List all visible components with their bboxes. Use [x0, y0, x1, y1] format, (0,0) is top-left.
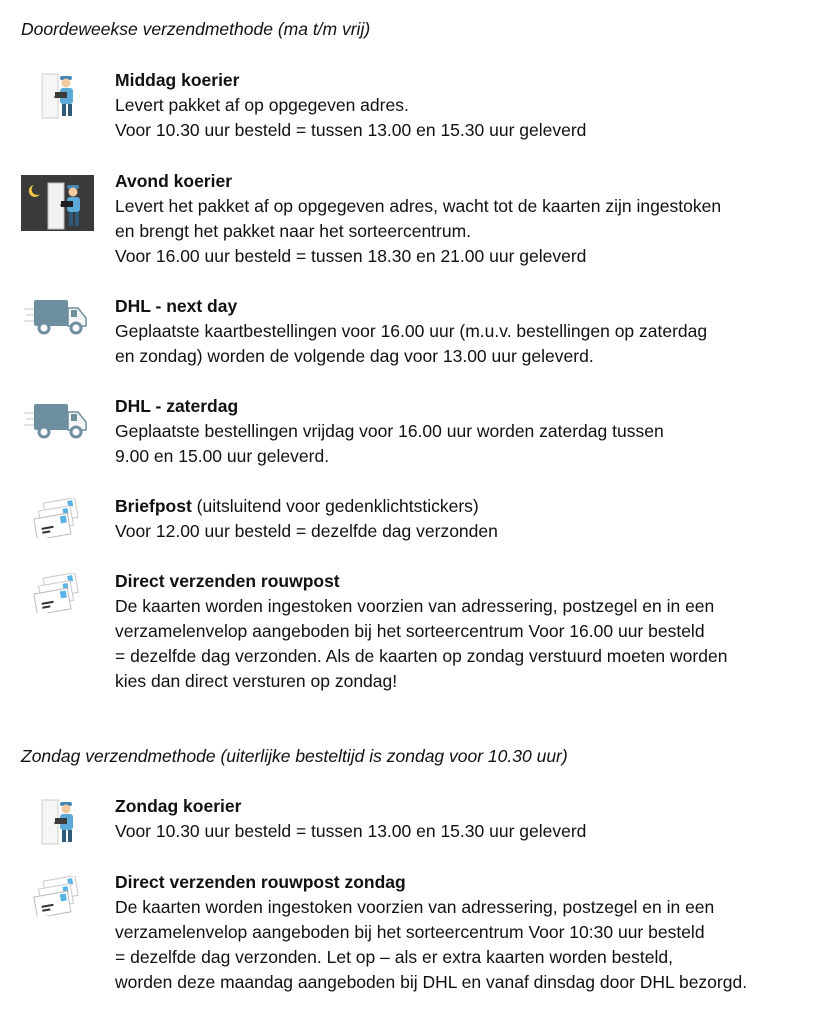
option-line: Levert pakket af op opgegeven adres.	[115, 95, 409, 115]
option-line: Voor 16.00 uur besteld = tussen 18.30 en 21.00 uur geleverd	[115, 246, 587, 266]
option-title-suffix: (uitsluitend voor gedenklichtstickers)	[191, 496, 479, 516]
envelopes-icon	[32, 876, 82, 916]
option-line: verzamelenvelop aangeboden bij het sorteercentrum Voor 10:30 uur besteld	[115, 922, 705, 942]
delivery-truck-icon	[22, 400, 88, 440]
option-title: Direct verzenden rouwpost zondag	[115, 872, 406, 892]
shipping-option-text	[115, 794, 586, 844]
envelopes-icon	[32, 498, 82, 538]
option-title: Avond koerier	[115, 171, 233, 191]
shipping-option-text	[115, 394, 664, 469]
option-line: De kaarten worden ingestoken voorzien van adressering, postzegel en in een	[115, 596, 715, 616]
option-line: Voor 12.00 uur besteld = dezelfde dag verzonden	[115, 521, 498, 541]
option-line: 9.00 en 15.00 uur geleverd.	[115, 446, 330, 466]
option-title: DHL - zaterdag	[115, 396, 239, 416]
shipping-option-text	[115, 569, 727, 694]
option-line: Geplaatste kaartbestellingen voor 16.00 uur (m.u.v. bestellingen op zaterdag	[115, 321, 708, 341]
option-line: Geplaatste bestellingen vrijdag voor 16.00 uur worden zaterdag tussen	[115, 421, 664, 441]
option-line: De kaarten worden ingestoken voorzien van adressering, postzegel en in een	[115, 897, 715, 917]
shipping-option-text	[115, 494, 498, 544]
delivery-truck-icon	[22, 296, 88, 336]
courier-door-icon	[40, 72, 82, 120]
shipping-option-text	[115, 294, 707, 369]
option-line: en zondag) worden de volgende dag voor 13.00 uur geleverd.	[115, 346, 594, 366]
envelopes-icon	[32, 573, 82, 613]
option-line: Voor 10.30 uur besteld = tussen 13.00 en 15.30 uur geleverd	[115, 821, 587, 841]
shipping-option-text	[115, 169, 721, 269]
option-line: en brengt het pakket naar het sorteercentrum.	[115, 221, 472, 241]
sunday-section-title: Zondag verzendmethode (uiterlijke besteltijd is zondag voor 10.30 uur)	[21, 746, 568, 766]
option-line: kies dan direct versturen op zondag!	[115, 671, 398, 691]
option-line: verzamelenvelop aangeboden bij het sorteercentrum Voor 16.00 uur besteld	[115, 621, 705, 641]
weekday-section-title: Doordeweekse verzendmethode (ma t/m vrij)	[21, 19, 371, 39]
option-line: Voor 10.30 uur besteld = tussen 13.00 en 15.30 uur geleverd	[115, 120, 587, 140]
option-title: Briefpost	[115, 496, 192, 516]
shipping-option-text	[115, 870, 747, 995]
shipping-option-text	[115, 68, 586, 143]
night-courier-icon	[21, 175, 94, 231]
option-line: = dezelfde dag verzonden. Als de kaarten op zondag verstuurd moeten worden	[115, 646, 728, 666]
option-title: Zondag koerier	[115, 796, 242, 816]
option-line: Levert het pakket af op opgegeven adres, wacht tot de kaarten zijn ingestoken	[115, 196, 722, 216]
option-title: DHL - next day	[115, 296, 238, 316]
option-title: Middag koerier	[115, 70, 240, 90]
option-title: Direct verzenden rouwpost	[115, 571, 340, 591]
option-line: = dezelfde dag verzonden. Let op – als er extra kaarten worden besteld,	[115, 947, 673, 967]
option-line: worden deze maandag aangeboden bij DHL en vanaf dinsdag door DHL bezorgd.	[115, 972, 748, 992]
courier-door-icon	[40, 798, 82, 846]
